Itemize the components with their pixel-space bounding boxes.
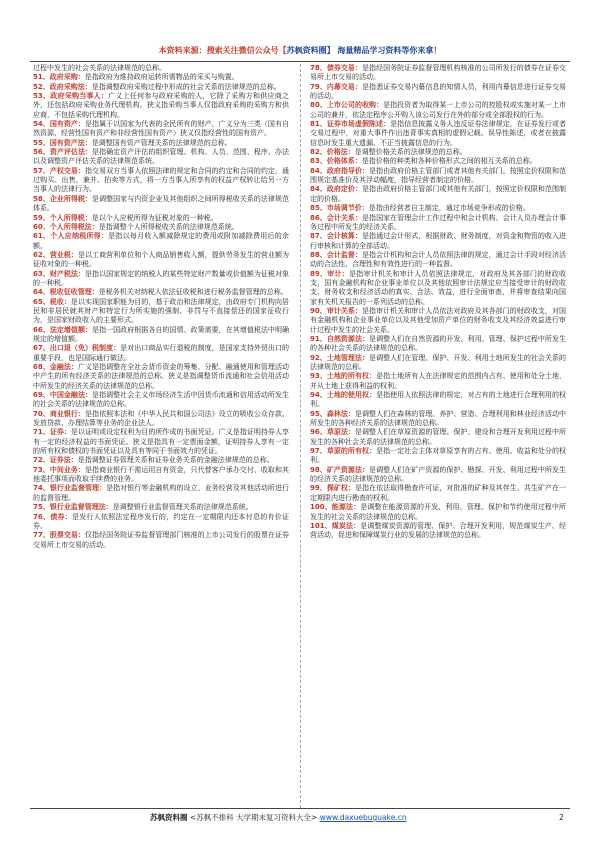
definition-entry: [33, 223, 289, 232]
term-heading: 63、财产税法：: [33, 269, 85, 278]
definition-entry: [310, 428, 566, 447]
definition-entry: [310, 466, 566, 485]
header-rule: [30, 61, 570, 62]
term-definition: 是指悉证券交易内幕信息的知情人员，利用内幕信息进行证券交易的活动。: [310, 82, 566, 101]
definition-entry: [33, 270, 289, 289]
definition-entry: [33, 428, 289, 456]
definition-entry: [33, 503, 289, 512]
term-heading: 55、国有资产法：: [33, 138, 92, 147]
term-definition: 过程中发生的社会关系的法律规范的总称。: [33, 64, 166, 72]
right-column: [310, 64, 566, 806]
term-definition: 是指对银行等金融机构的设立、业务经营及其他活动所进行的监督管理。: [33, 484, 289, 502]
term-heading: 59、个人所得税：: [33, 213, 92, 222]
term-definition: 是调整人们在自然资源的开发、利用、管理、保护过程中所发生的各种社会关系的法律规范的总称。: [310, 334, 566, 353]
term-heading: 88、会计监督：: [310, 250, 362, 259]
term-definition: 是指经国务院证券监督管理机构核准的公司所发行的债券在证券交易所上市交易的活动。: [310, 64, 566, 82]
term-heading: 78、债券交易：: [310, 64, 362, 72]
term-heading: 51、政府采购：: [33, 73, 85, 82]
term-definition: 是指使用人依照法律的规定，对占有的土地进行合理利用的权利。: [310, 391, 566, 409]
term-heading: 67、出口退（免）税制度：: [33, 344, 121, 353]
term-definition: 是调整价格关系的法律规范的总称。: [354, 148, 467, 157]
definition-entry: [33, 466, 289, 485]
definition-entry: [33, 73, 289, 82]
term-definition: 是指价格的种类和各种价格形式之间的相互关系的总称。: [361, 157, 537, 166]
term-definition: 广义是指调整在全社会货币资金的筹集、分配、融通使用和管理活动中产生的所有经济关系的法律规范的总称。狭义是指调整货币流通和社会信用活动中所发生的经济关系的法律规范的总称。: [33, 363, 289, 390]
page-number: 2: [559, 813, 564, 822]
term-definition: 是指信息披露义务人违反证券法律规定，在证券发行或者交易过程中，对重大事件作出违背事实真相的虚假记载、误导性陈述，或者在披露信息时发生重大遗漏、不正当披露信息的行为。: [310, 120, 566, 147]
term-heading: 85、市场调节价：: [310, 204, 369, 213]
definition-entry: [310, 270, 566, 307]
term-definition: 是对出口商品实行退税的制度，是国家支持外贸出口的重要手段，也是国际通行做法。: [33, 344, 289, 362]
footer-rule: [30, 808, 570, 809]
term-heading: 91、自然资源法：: [310, 334, 370, 343]
left-column: [33, 64, 289, 806]
term-definition: 是指在依法取得勘查许可证，对批准的矿种及其伴生、共生矿产在一定期限内进行勘查的权利。: [310, 484, 566, 502]
term-definition: 是指确定资产评估的组织管理、机构、人员、范围、程序、办法以及调整资产评估关系的法律规范系统。: [33, 148, 289, 166]
term-definition: 是指审计机关和审计人员依法对政府及其各部门的财政收支，对国有金融机构和企业事业单位以及其他受加资产单位的财务收支及其经济效益进行审计过程中发生的社会关系。: [310, 306, 566, 334]
definition-entry: [33, 298, 289, 326]
term-heading: 65、税收：: [33, 297, 71, 306]
term-definition: 是指投资者为取得某一上市公司的控股权或实施对某一上市公司的兼并，依法定程序公开购入该公司发行在外的部分或全部股权的行为。: [310, 101, 566, 119]
term-heading: 73、中间业务：: [33, 465, 85, 474]
term-definition: 是以实现国家职能为目的，基于政治和法律规定，由政府专门机构向居民和非居民就其财产和特定行为所实施的强制、非罚与不直接偿还的国家征收行为，是国家财政收入的主要形式。: [33, 297, 289, 325]
definition-entry: [33, 195, 289, 214]
term-heading: 66、法定增值额：: [33, 325, 93, 334]
banner-intro: 本资料来源：搜索关注微信公众号【: [158, 46, 287, 55]
banner-tail: 】 海量精品学习资料等你来拿！: [326, 46, 442, 55]
definition-entry: [33, 120, 289, 139]
definition-entry: [33, 484, 289, 503]
term-definition: 是调整人们在森林的管理、养护、营造、合理利用和林业经济活动中所发生的各种经济关系的法律规范的总称。: [310, 409, 566, 428]
definition-entry: [33, 64, 289, 73]
term-definition: 是指由政府价格主管部门或者其他有关部门，按照定价权限和范围规定基准价及其浮动幅度，指导经营者制定的价格。: [310, 166, 566, 185]
term-definition: 是指依照本法和《中华人民共和国公司法》设立的吸收公众存款、发放贷款、办理结算等业务的企业法人。: [33, 409, 289, 428]
definition-entry: [33, 391, 289, 410]
term-definition: 是指审计机关和审计人员依照法律规定，对政府及其各部门的财政收支，国有金融机构和企业事业单位以及其他依照审计法规定应当接受审计的财政收支、财务收支和经济活动的真实、合法、效益，进行全面审查，并将审查结果向国家有关机关报告的一系列活动的总称。: [310, 269, 566, 306]
term-definition: 是指以国家规定的纳税人的某些特定财产数量或价值额为征税对象的一种税。: [33, 269, 289, 287]
term-heading: 74、银行业监督管理：: [33, 484, 107, 493]
term-definition: 是调整人们在草原资源的管理、保护、建设和合理开发利用过程中所发生的各种社会关系的法律规范的总称。: [310, 428, 566, 446]
term-definition: 指交易双方当事人依照法律的规定和合同的约定和合同的约定，通过购买、出售、兼并、拍卖等方式，将一方当事人所享有的权益产权转让给另一方当事人的法律行为。: [33, 166, 289, 194]
definition-entry: [310, 354, 566, 373]
term-heading: 76、债券：: [33, 512, 72, 521]
definition-entry: [33, 326, 289, 345]
definition-entry: [310, 101, 566, 120]
banner-brand: 苏枫资料圈: [286, 46, 327, 55]
term-heading: 100、能源法：: [310, 503, 361, 512]
term-heading: 64、税收征收管理：: [33, 288, 99, 297]
term-heading: 84、政府定价：: [310, 185, 362, 194]
term-definition: 是发行人依照法定程序发行的，约定在一定期限内还本付息的有价证券。: [33, 512, 289, 530]
term-definition: 是以证明或设定权利为目的所作成的书面凭证。广义是指证明持券人享有一定的经济权益的书面凭证。狭义是指具有一定票面金额，证明持券人享有一定的所有权和债权的书面凭证以及具有等同于书面效力的凭证。: [33, 428, 289, 456]
definition-entry: [33, 456, 289, 465]
term-heading: 60、个人所得税法：: [33, 222, 99, 231]
definition-entry: [310, 120, 566, 148]
term-heading: 94、土地的使用权：: [310, 391, 377, 400]
definition-entry: [310, 410, 566, 429]
term-definition: 是调整在能源资源的开发、利用、管理、保护和节约使用过程中所发生的社会关系的法律规范的总称。: [310, 503, 566, 521]
term-definition: 是以个人应税所得为征税对象的一种税。: [91, 213, 218, 222]
term-heading: 70、商业银行：: [33, 409, 85, 418]
definition-entry: [310, 64, 566, 83]
definition-entry: [33, 513, 289, 532]
term-heading: 98、矿产资源法：: [310, 465, 370, 474]
definition-entry: [310, 214, 566, 233]
term-definition: 是指调整社会主义市场经济生活中因货币流通和信用活动所发生的社会关系的法律规范的总称。: [33, 391, 289, 409]
definition-entry: [310, 204, 566, 213]
term-heading: 92、土地管理法：: [310, 353, 370, 362]
term-heading: 54、国有资产：: [33, 120, 85, 129]
term-definition: 是指一国政府根据各自的国情、政策需要，在其增值税法中明确规定的增值额。: [33, 325, 289, 343]
definition-entry: [310, 391, 566, 410]
definition-entry: [33, 531, 289, 550]
term-definition: 是指通过会计形式，根据财政、财务制度，对资金和物资的收入进行审核和计算的全部活动。: [310, 232, 566, 250]
term-heading: 52、政府采购法：: [33, 82, 92, 91]
term-heading: 83、价格体系：: [310, 157, 362, 166]
definition-entry: [33, 288, 289, 297]
term-heading: 95、森林法：: [310, 409, 355, 418]
definition-entry: [310, 335, 566, 354]
definition-entry: [310, 83, 566, 102]
term-heading: 62、营业税：: [33, 250, 78, 259]
term-heading: 86、会计关系：: [310, 213, 362, 222]
term-heading: 61、个人应纳税所得：: [33, 232, 109, 241]
term-definition: 是调整人们在管理、保护、开发、利用土地所发生的社会关系的法律规范的总称。: [310, 353, 566, 371]
definition-entry: [33, 410, 289, 429]
definition-entry: [33, 139, 289, 148]
term-definition: 是指属于以国家为代表的全民所有的财产，广义分为三类（国有自然资源、经营性国有资产和非经营性国有资产）狭义仅指经营性的国有资产。: [33, 120, 289, 138]
definition-entry: [310, 372, 566, 391]
definition-entry: [33, 363, 289, 391]
term-definition: 是调整煤炭资源的管理、保护、合理开发利用，规范煤炭生产、经营活动，促进和保障煤炭行业的发展的法律规范的总称。: [310, 521, 566, 540]
term-heading: 96、草原法：: [310, 428, 355, 437]
term-heading: 57、产权交易：: [33, 166, 85, 175]
term-heading: 87、会计核算：: [310, 232, 362, 241]
term-definition: 广义上任何参与政府采购的人，它除了采购方和供应商之外，还包括政府采购业务代理机构。狭义指采购当事人仅指政府采购的采购方和供应商，不包括采购代理机构。: [33, 92, 289, 119]
definition-entry: [310, 447, 566, 466]
term-heading: 68、金融法：: [33, 363, 78, 371]
term-definition: 是指会计机构和会计人员依照法律的规定，通过会计手段对经济活动的合法性、合理性和有效性进行的一种监督。: [310, 250, 566, 269]
term-definition: 是以工商营利单位和个人商品销售收入额，提供劳务发生的营业额为征收对象的一种税。: [33, 250, 289, 269]
definition-entry: [310, 503, 566, 522]
term-definition: 是调整银行业监督管理关系的法律规范系统。: [112, 503, 253, 512]
term-heading: 58、企业所得税：: [33, 194, 93, 203]
term-definition: 是指由政府价格主管部门或其他有关部门，按照定价权限和范围制定的价格。: [310, 185, 566, 203]
definition-entry: [310, 157, 566, 166]
term-definition: 是指调整个人所得税收关系的法律规范系统。: [98, 222, 239, 231]
term-heading: 80、上市公司的收购：: [310, 101, 384, 110]
definition-entry: [33, 251, 289, 270]
column-divider: [300, 64, 301, 808]
term-heading: 101、煤炭法：: [310, 521, 361, 530]
definition-entry: [33, 167, 289, 195]
term-definition: 是指政府为维持政府运转所需物品的采买与购置。: [84, 73, 239, 82]
term-definition: 是税务机关对纳税人依法征收税和进行税务监督管理的总称。: [98, 288, 288, 297]
term-definition: 是指国家在管理会计工作过程中和会计机构、会计人员办理会计事务过程中所发生的经济关系。: [310, 213, 566, 231]
definition-entry: [33, 232, 289, 251]
definition-entry: [310, 522, 566, 541]
term-definition: 是指一定社会主体对草原享有的占有、使用、收益和处分的权利。: [310, 447, 566, 465]
definition-entry: [310, 484, 566, 503]
term-definition: 是指调整政府采购过程中形成的社会关系的法律规范的总称。: [91, 82, 281, 91]
term-heading: 71、证券：: [33, 428, 71, 437]
term-definition: 是指商业银行不需运用自有资金，只代替客户承办交付、收取和其他委托事项而收取手续费的业务。: [33, 465, 289, 484]
source-banner: [110, 44, 490, 58]
term-heading: 82、价格法：: [310, 148, 355, 157]
term-heading: 56、资产评估法：: [33, 148, 93, 157]
footer-text: <苏枫不排科 大学期末复习资料大全>: [189, 813, 318, 822]
footer: [150, 812, 480, 824]
term-heading: 97、草原的所有权：: [310, 447, 377, 456]
term-definition: 是指土地所有人在法律规定的范围内占有、使用和处分土地，并从土地上获得利益的权利。: [310, 372, 566, 390]
definition-entry: [33, 214, 289, 223]
term-heading: 69、中国金融法：: [33, 391, 93, 400]
definition-entry: [33, 148, 289, 167]
term-heading: 75、银行业监督管理法：: [33, 503, 113, 512]
term-heading: 89、审计：: [310, 269, 349, 278]
term-heading: 99、探矿权：: [310, 484, 355, 493]
term-heading: 79、内幕交易：: [310, 82, 362, 91]
footer-brand: 苏枫资料圈: [150, 813, 188, 822]
definition-entry: [33, 83, 289, 92]
term-definition: 是指由经营者自主制定，通过市场竞争形成的价格。: [368, 204, 530, 213]
term-definition: 是指调整证券管理关系和证券业务关系的金融法律规范的总称。: [77, 456, 274, 465]
definition-entry: [33, 92, 289, 120]
term-definition: 是指以每月收入额减除规定的费用或附加减除费用后的余额。: [33, 232, 289, 250]
definition-entry: [310, 251, 566, 270]
definition-entry: [310, 232, 566, 251]
definition-entry: [310, 307, 566, 335]
term-definition: 仅指经国务院证券监督管理部门核准的上市公司发行的股票在证券交易所上市交易的活动。: [33, 531, 289, 549]
term-definition: 是调整国家与内资企业及其他组织之间所得税收关系的法律规范体系。: [33, 194, 289, 213]
definition-entry: [310, 167, 566, 186]
term-definition: 是调整国有资产管理关系的法律规范的总称。: [91, 138, 232, 147]
definition-entry: [310, 185, 566, 204]
term-heading: 84、政府指导价：: [310, 166, 370, 175]
term-heading: 93、土地的所有权：: [310, 372, 377, 381]
definition-entry: [33, 344, 289, 363]
term-definition: 是调整人们在矿产资源的保护、勘探、开发、利用过程中所发生的经济关系的法律规范的总称。: [310, 465, 566, 484]
footer-link[interactable]: www.daxuebuguake.cn: [319, 813, 407, 822]
term-heading: 81、证券市场虚假陈述：: [310, 120, 391, 129]
term-heading: 77、股票交易：: [33, 531, 85, 540]
term-heading: 53、政府采购当事人：: [33, 92, 109, 101]
term-heading: 90、审计关系：: [310, 306, 362, 315]
term-heading: 72、证券法：: [33, 456, 78, 465]
